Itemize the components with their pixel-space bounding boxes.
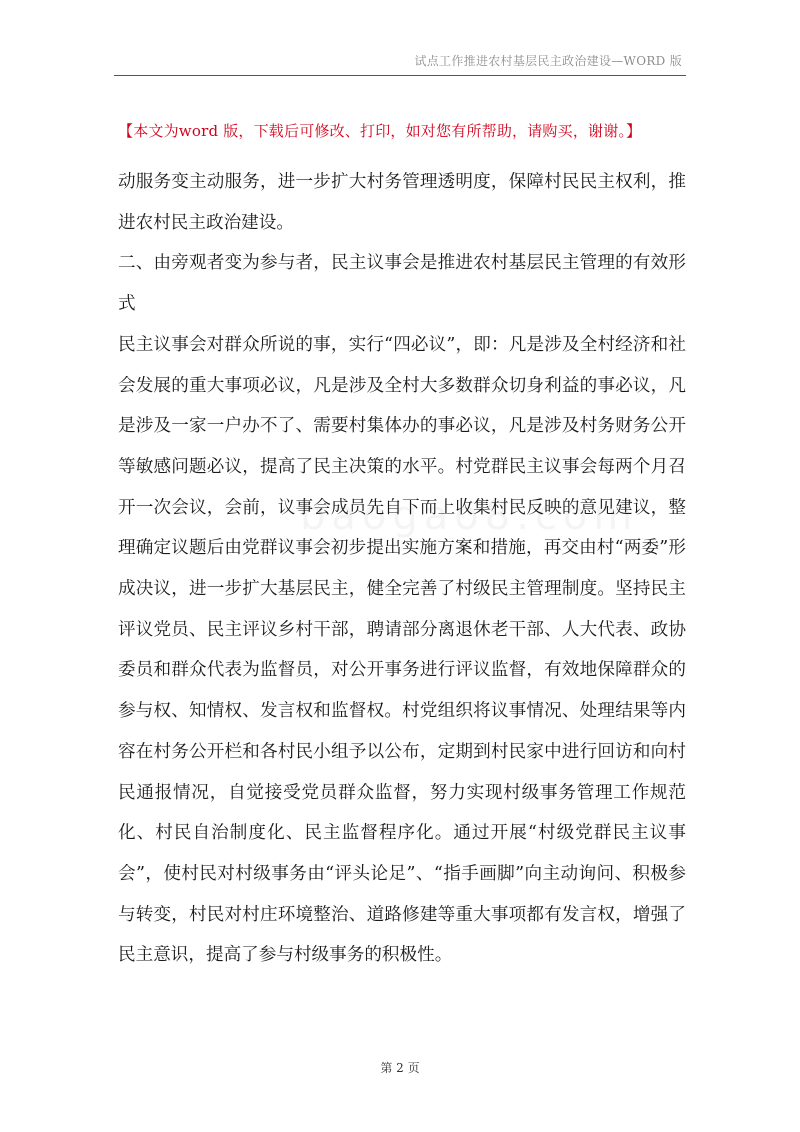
section-heading: 二、由旁观者变为参与者，民主议事会是推进农村基层民主管理的有效形式 bbox=[118, 253, 686, 315]
document-header-title: 试点工作推进农村基层民主政治建设—WORD 版 bbox=[414, 54, 682, 68]
document-body bbox=[118, 162, 686, 976]
paragraph: 动服务变主动服务，进一步扩大村务管理透明度，保障村民民主权利，推进农村民主政治建设。 bbox=[118, 172, 686, 233]
header-divider bbox=[114, 75, 686, 76]
paragraph: 民主议事会对群众所说的事，实行“四必议”，即：凡是涉及全村经济和社会发展的重大事项必议，凡是涉及全村大多数群众切身利益的事必议，凡是涉及一家一户办不了、需要村集体办的事必议，凡是涉及村务财务公开等敏感问题必议，提高了民主决策的水平。村党群民主议事会每两个月召开一次会议，会前，议事会成员先自下而上收集村民反映的意见建议，整理确定议题后由党群议事会初步提出实施方案和措施，再交由村“两委”形成决议，进一步扩大基层民主，健全完善了村级民主管理制度。坚持民主评议党员、民主评议乡村干部，聘请部分离退休老干部、人大代表、政协委员和群众代表为监督员，对公开事务进行评议监督，有效地保障群众的参与权、知情权、发言权和监督权。村党组织将议事情况、处理结果等内容在村务公开栏和各村民小组予以公布，定期到村民家中进行回访和向村民通报情况，自觉接受党员群众监督，努力实现村级事务管理工作规范化、村民自治制度化、民主监督程序化。通过开展“村级党群民主议事会”，使村民对村级事务由“评头论足”、“指手画脚”向主动询问、积极参与转变，村民对村庄环境整治、道路修建等重大事项都有发言权，增强了民主意识，提高了参与村级事务的积极性。 bbox=[118, 334, 686, 966]
page-number: 第 2 页 bbox=[380, 1061, 420, 1075]
purchase-notice: 【本文为word 版，下载后可修改、打印，如对您有所帮助，请购买，谢谢。】 bbox=[118, 122, 642, 140]
